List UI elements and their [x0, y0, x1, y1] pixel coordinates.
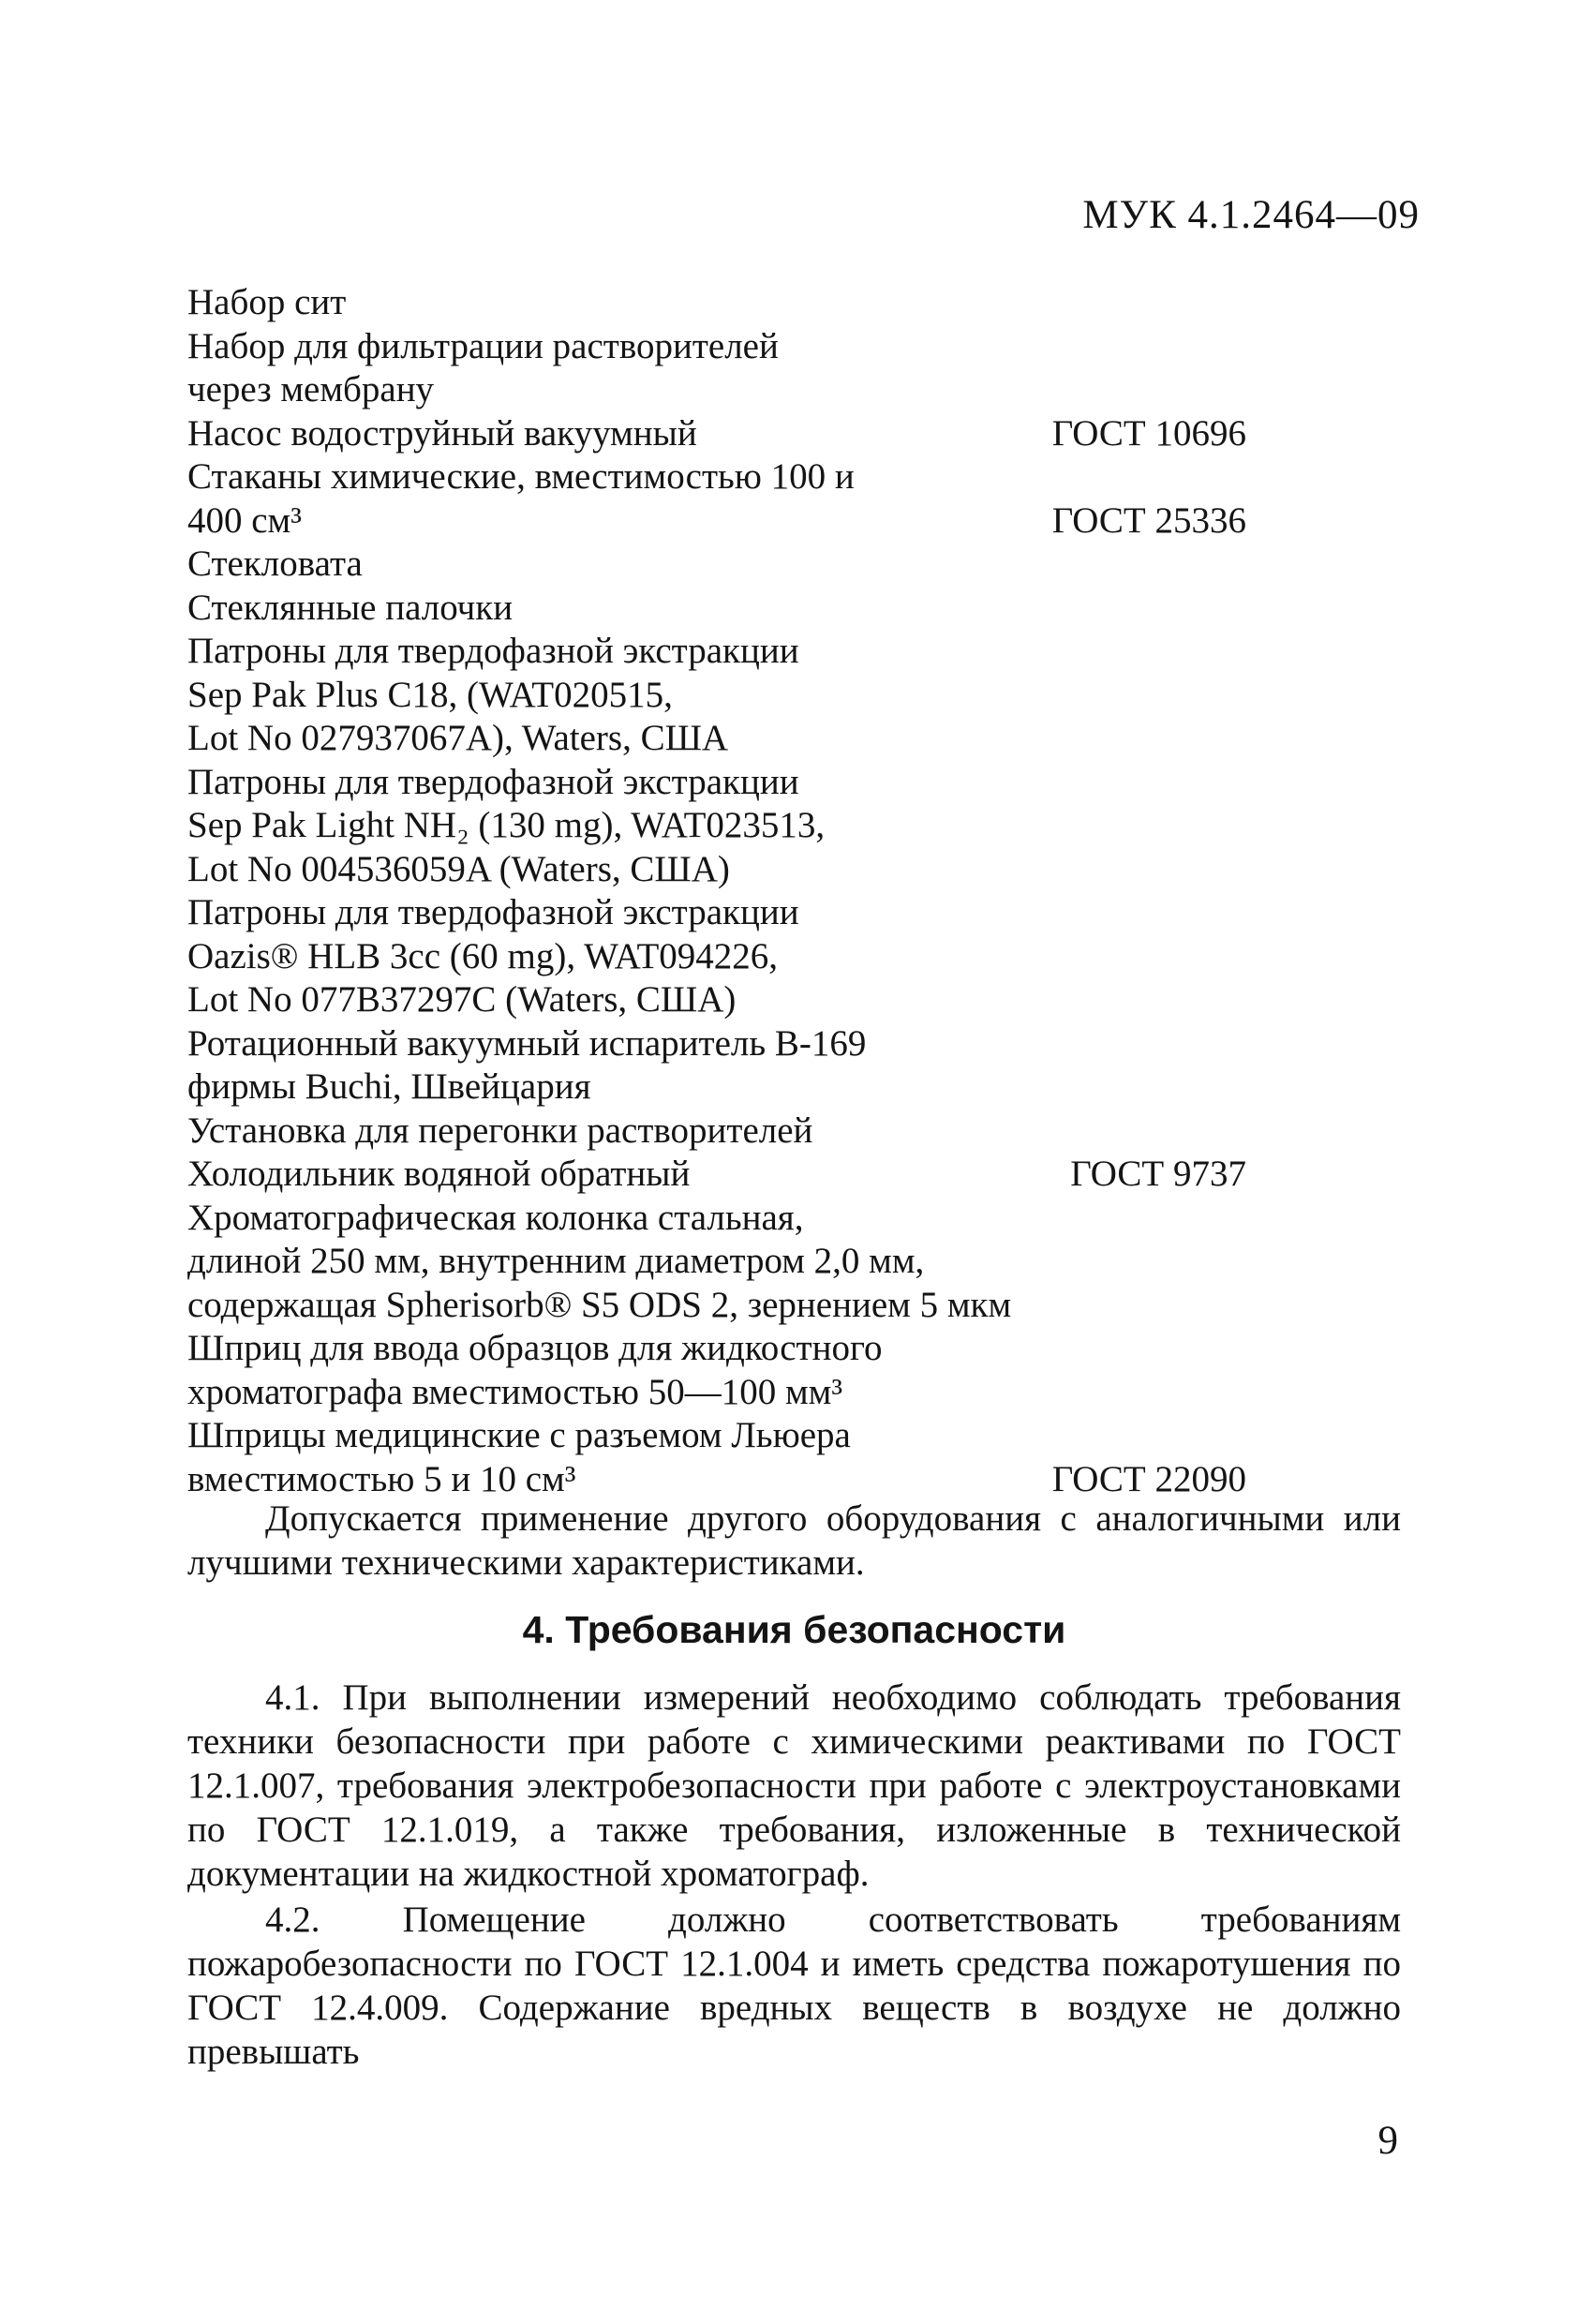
equipment-list [187, 281, 1434, 1501]
page-number: 9 [1377, 2119, 1398, 2163]
equipment-item [187, 630, 1434, 761]
equipment-standard: ГОСТ 9737 [1070, 1154, 1246, 1194]
equipment-standard: ГОСТ 10696 [1051, 412, 1246, 454]
document-code: МУК 4.1.2464—09 [1082, 193, 1420, 237]
equipment-name: Стаканы химические, вместимостью 100 и 400 см³ [187, 456, 855, 541]
equipment-item [187, 1197, 1434, 1328]
equipment-name: Патроны для твердофазной экстракции Sep Pak Plus C18, (WAT020515, Lot No 027937067A), Waters, США [187, 631, 799, 758]
equipment-item [187, 455, 1434, 543]
equipment-item [187, 1414, 1434, 1501]
equipment-name: Шприцы медицинские с разъемом Льюера вместимостью 5 и 10 см³ [187, 1415, 851, 1499]
equipment-name: Хроматографическая колонка стальная, длиной 250 мм, внутренним диаметром 2,0 мм, содержащая Spherisorb® S5 ODS 2, зернением 5 мкм [187, 1197, 1012, 1325]
equipment-note: Допускается применение другого оборудования с аналогичными или лучшими техническими характеристиками. [187, 1498, 1401, 1583]
equipment-name: Шприц для ввода образцов для жидкостного хроматографа вместимостью 50—100 мм³ [187, 1328, 883, 1412]
equipment-item [187, 325, 1434, 412]
section-title: 4. Требования безопасности [522, 1608, 1066, 1651]
equipment-name: Ротационный вакуумный испаритель В-169 фирмы Buchi, Швейцария [187, 1022, 867, 1107]
equipment-name: Стекловата [187, 544, 363, 584]
equipment-item [187, 761, 1434, 892]
equipment-name: Стеклянные палочки [187, 587, 514, 628]
equipment-item [187, 281, 1434, 325]
equipment-name: Установка для перегонки растворителей [187, 1110, 813, 1151]
equipment-name: Холодильник водяной обратный [187, 1154, 691, 1194]
equipment-item [187, 1110, 1434, 1154]
equipment-standard: ГОСТ 22090 [1051, 1458, 1246, 1499]
equipment-name: Патроны для твердофазной экстракции Oazis® HLB 3cc (60 mg), WAT094226, Lot No 077B37297C (Waters, США) [187, 892, 799, 1020]
equipment-item [187, 543, 1434, 587]
equipment-item [187, 891, 1434, 1022]
equipment-name: Набор сит [187, 282, 347, 322]
equipment-item [187, 587, 1434, 631]
equipment-name: Насос водоструйный вакуумный [187, 412, 697, 454]
equipment-name: Набор для фильтрации растворителей через мембрану [187, 325, 779, 410]
section-paragraph: 4.1. При выполнении измерений необходимо соблюдать требования техники безопасности при работе с химическими реактивами по ГОСТ 12.1.007, требования электробезопасности при работе с электроустановками по ГОСТ 12.1.019, а также требования, изложенные в технической документации на жидкостной хроматограф. [187, 1677, 1401, 1894]
equipment-item [187, 1327, 1434, 1414]
equipment-item [187, 1153, 1434, 1197]
equipment-name: Патроны для твердофазной экстракции Sep Pak Light NH₂ (130 mg), WAT023513, Lot No 004536059A (Waters, США) [187, 761, 826, 889]
equipment-item [187, 1022, 1434, 1110]
equipment-item [187, 412, 1434, 456]
equipment-standard: ГОСТ 25336 [1051, 499, 1246, 541]
section-paragraph: 4.2. Помещение должно соответствовать требованиям пожаробезопасности по ГОСТ 12.1.004 и иметь средства пожаротушения по ГОСТ 12.4.009. Содержание вредных веществ в воздухе не должно превышать [187, 1899, 1401, 2072]
